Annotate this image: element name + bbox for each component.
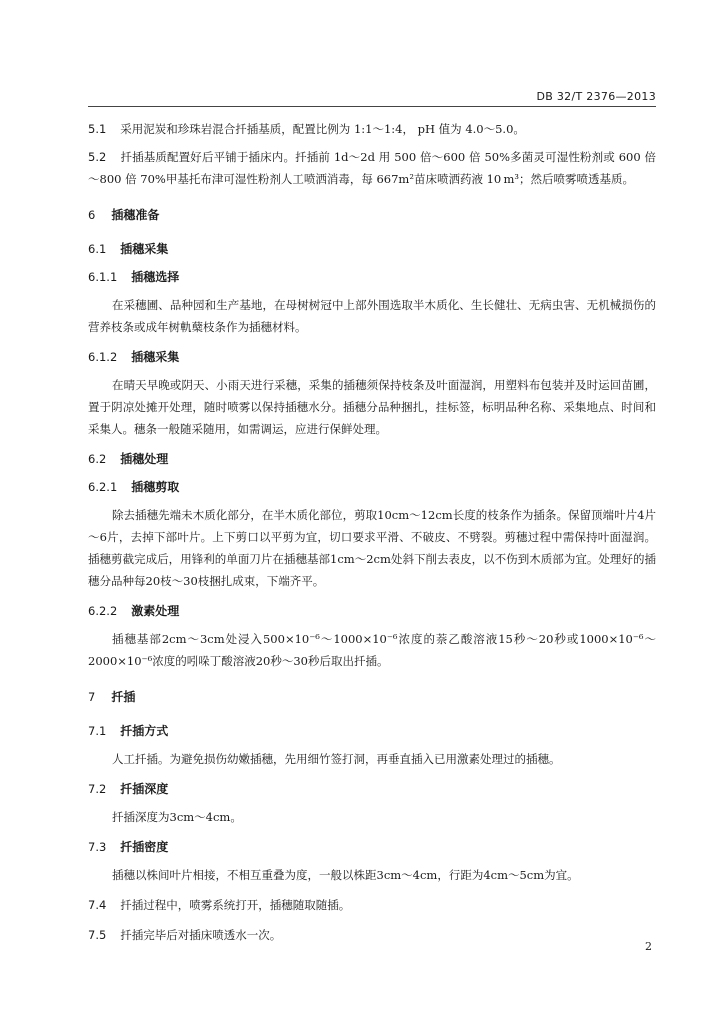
clause-5-2 bbox=[88, 146, 656, 190]
subsection-title: 扦插方式 bbox=[120, 724, 169, 738]
document-code: DB 32/T 2376—2013 bbox=[536, 90, 656, 103]
subsection-title: 插穗采集 bbox=[120, 242, 169, 256]
clause-7-4 bbox=[88, 894, 656, 916]
document-body bbox=[88, 118, 656, 946]
subsection-number: 6.1 bbox=[88, 242, 107, 256]
subsection-heading-7-3 bbox=[88, 836, 656, 858]
subsection-number: 7.3 bbox=[88, 840, 107, 854]
subsection-heading-6-2-1 bbox=[88, 476, 656, 498]
paragraph-7-3: 插穗以株间叶片相接，不相互重叠为度，一般以株距3cm～4cm，行距为4cm～5cm为宜。 bbox=[112, 868, 579, 882]
subsection-title: 扦插深度 bbox=[120, 782, 169, 796]
paragraph-6-2-1: 除去插穗先端未木质化部分，在半木质化部位，剪取10cm～12cm长度的枝条作为插条。保留顶端叶片4片～6片，去掉下部叶片。上下剪口以平剪为宜，切口要求平滑、不破皮、不劈裂。剪穗过程中需保持叶面湿润。插穗剪截完成后，用锋利的单面刀片在插穗基部1cm～2cm处斜下削去表皮，以不伤到木质部为宜。处理好的插穗分品种每20枝～30枝捆扎成束，下端齐平。 bbox=[88, 508, 656, 588]
clause-text: 扦插基质配置好后平铺于插床内。扦插前 1d～2d 用 500 倍～600 倍 50%多菌灵可湿性粉剂或 600 倍～800 倍 70%甲基托布津可湿性粉剂人工喷洒消毒，每 667m²苗床喷洒药液 10 m³；然后喷雾喷透基质。 bbox=[88, 150, 656, 186]
subsection-heading-6-1 bbox=[88, 238, 656, 260]
clause-text: 采用泥炭和珍珠岩混合扦插基质，配置比例为 1:1～1:4， pH 值为 4.0～5.0。 bbox=[120, 122, 525, 136]
subsection-heading-6-2-2 bbox=[88, 600, 656, 622]
subsection-title: 插穗处理 bbox=[120, 452, 169, 466]
clause-number: 5.2 bbox=[88, 150, 107, 164]
paragraph-7-1: 人工扦插。为避免损伤幼嫩插穗，先用细竹签打洞，再垂直插入已用激素处理过的插穗。 bbox=[112, 752, 561, 766]
subsection-number: 6.1.1 bbox=[88, 270, 118, 284]
subsection-title: 插穗剪取 bbox=[131, 480, 180, 494]
subsection-number: 6.2.1 bbox=[88, 480, 118, 494]
section-number: 6 bbox=[88, 208, 96, 222]
clause-text: 扦插过程中，喷雾系统打开，插穗随取随插。 bbox=[120, 898, 351, 912]
subsection-number: 6.2.2 bbox=[88, 604, 118, 618]
paragraph-6-2-2: 插穗基部2cm～3cm处浸入500×10⁻⁶～1000×10⁻⁶浓度的萘乙酸溶液15秒～20秒或1000×10⁻⁶～2000×10⁻⁶浓度的吲哚丁酸溶液20秒～30秒后取出扦插。 bbox=[88, 632, 656, 668]
section-title: 插穗准备 bbox=[111, 208, 160, 222]
clause-number: 7.5 bbox=[88, 928, 107, 942]
subsection-number: 7.2 bbox=[88, 782, 107, 796]
section-heading-6 bbox=[88, 204, 656, 226]
subsection-number: 6.2 bbox=[88, 452, 107, 466]
subsection-title: 激素处理 bbox=[131, 604, 180, 618]
subsection-title: 插穗选择 bbox=[131, 270, 180, 284]
subsection-title: 插穗采集 bbox=[131, 350, 180, 364]
subsection-heading-6-1-2 bbox=[88, 346, 656, 368]
subsection-title: 扦插密度 bbox=[120, 840, 169, 854]
clause-text: 扦插完毕后对插床喷透水一次。 bbox=[120, 928, 282, 942]
subsection-number: 6.1.2 bbox=[88, 350, 118, 364]
section-heading-7 bbox=[88, 686, 656, 708]
clause-5-1 bbox=[88, 118, 656, 140]
subsection-heading-6-1-1 bbox=[88, 266, 656, 288]
clause-number: 5.1 bbox=[88, 122, 107, 136]
paragraph-6-1-1: 在采穗圃、品种园和生产基地，在母树树冠中上部外围选取半木质化、生长健壮、无病虫害、无机械损伤的营养枝条或成年树軌蘖枝条作为插穗材料。 bbox=[88, 298, 656, 334]
clause-7-5 bbox=[88, 924, 656, 946]
subsection-heading-6-2 bbox=[88, 448, 656, 470]
paragraph-6-1-2: 在晴天早晚或阴天、小雨天进行采穗，采集的插穗须保持枝条及叶面湿润，用塑料布包装并及时运回苗圃，置于阴凉处摊开处理，随时喷雾以保持插穗水分。插穗分品种捆扎，挂标签，标明品种名称、采集地点、时间和采集人。穗条一般随采随用，如需调运，应进行保鲜处理。 bbox=[88, 378, 656, 436]
header-rule bbox=[88, 106, 656, 107]
section-number: 7 bbox=[88, 690, 96, 704]
section-title: 扦插 bbox=[111, 690, 136, 704]
page-number: 2 bbox=[645, 940, 652, 953]
subsection-number: 7.1 bbox=[88, 724, 107, 738]
clause-number: 7.4 bbox=[88, 898, 107, 912]
paragraph-7-2: 扦插深度为3cm～4cm。 bbox=[112, 810, 242, 824]
subsection-heading-7-1 bbox=[88, 720, 656, 742]
subsection-heading-7-2 bbox=[88, 778, 656, 800]
